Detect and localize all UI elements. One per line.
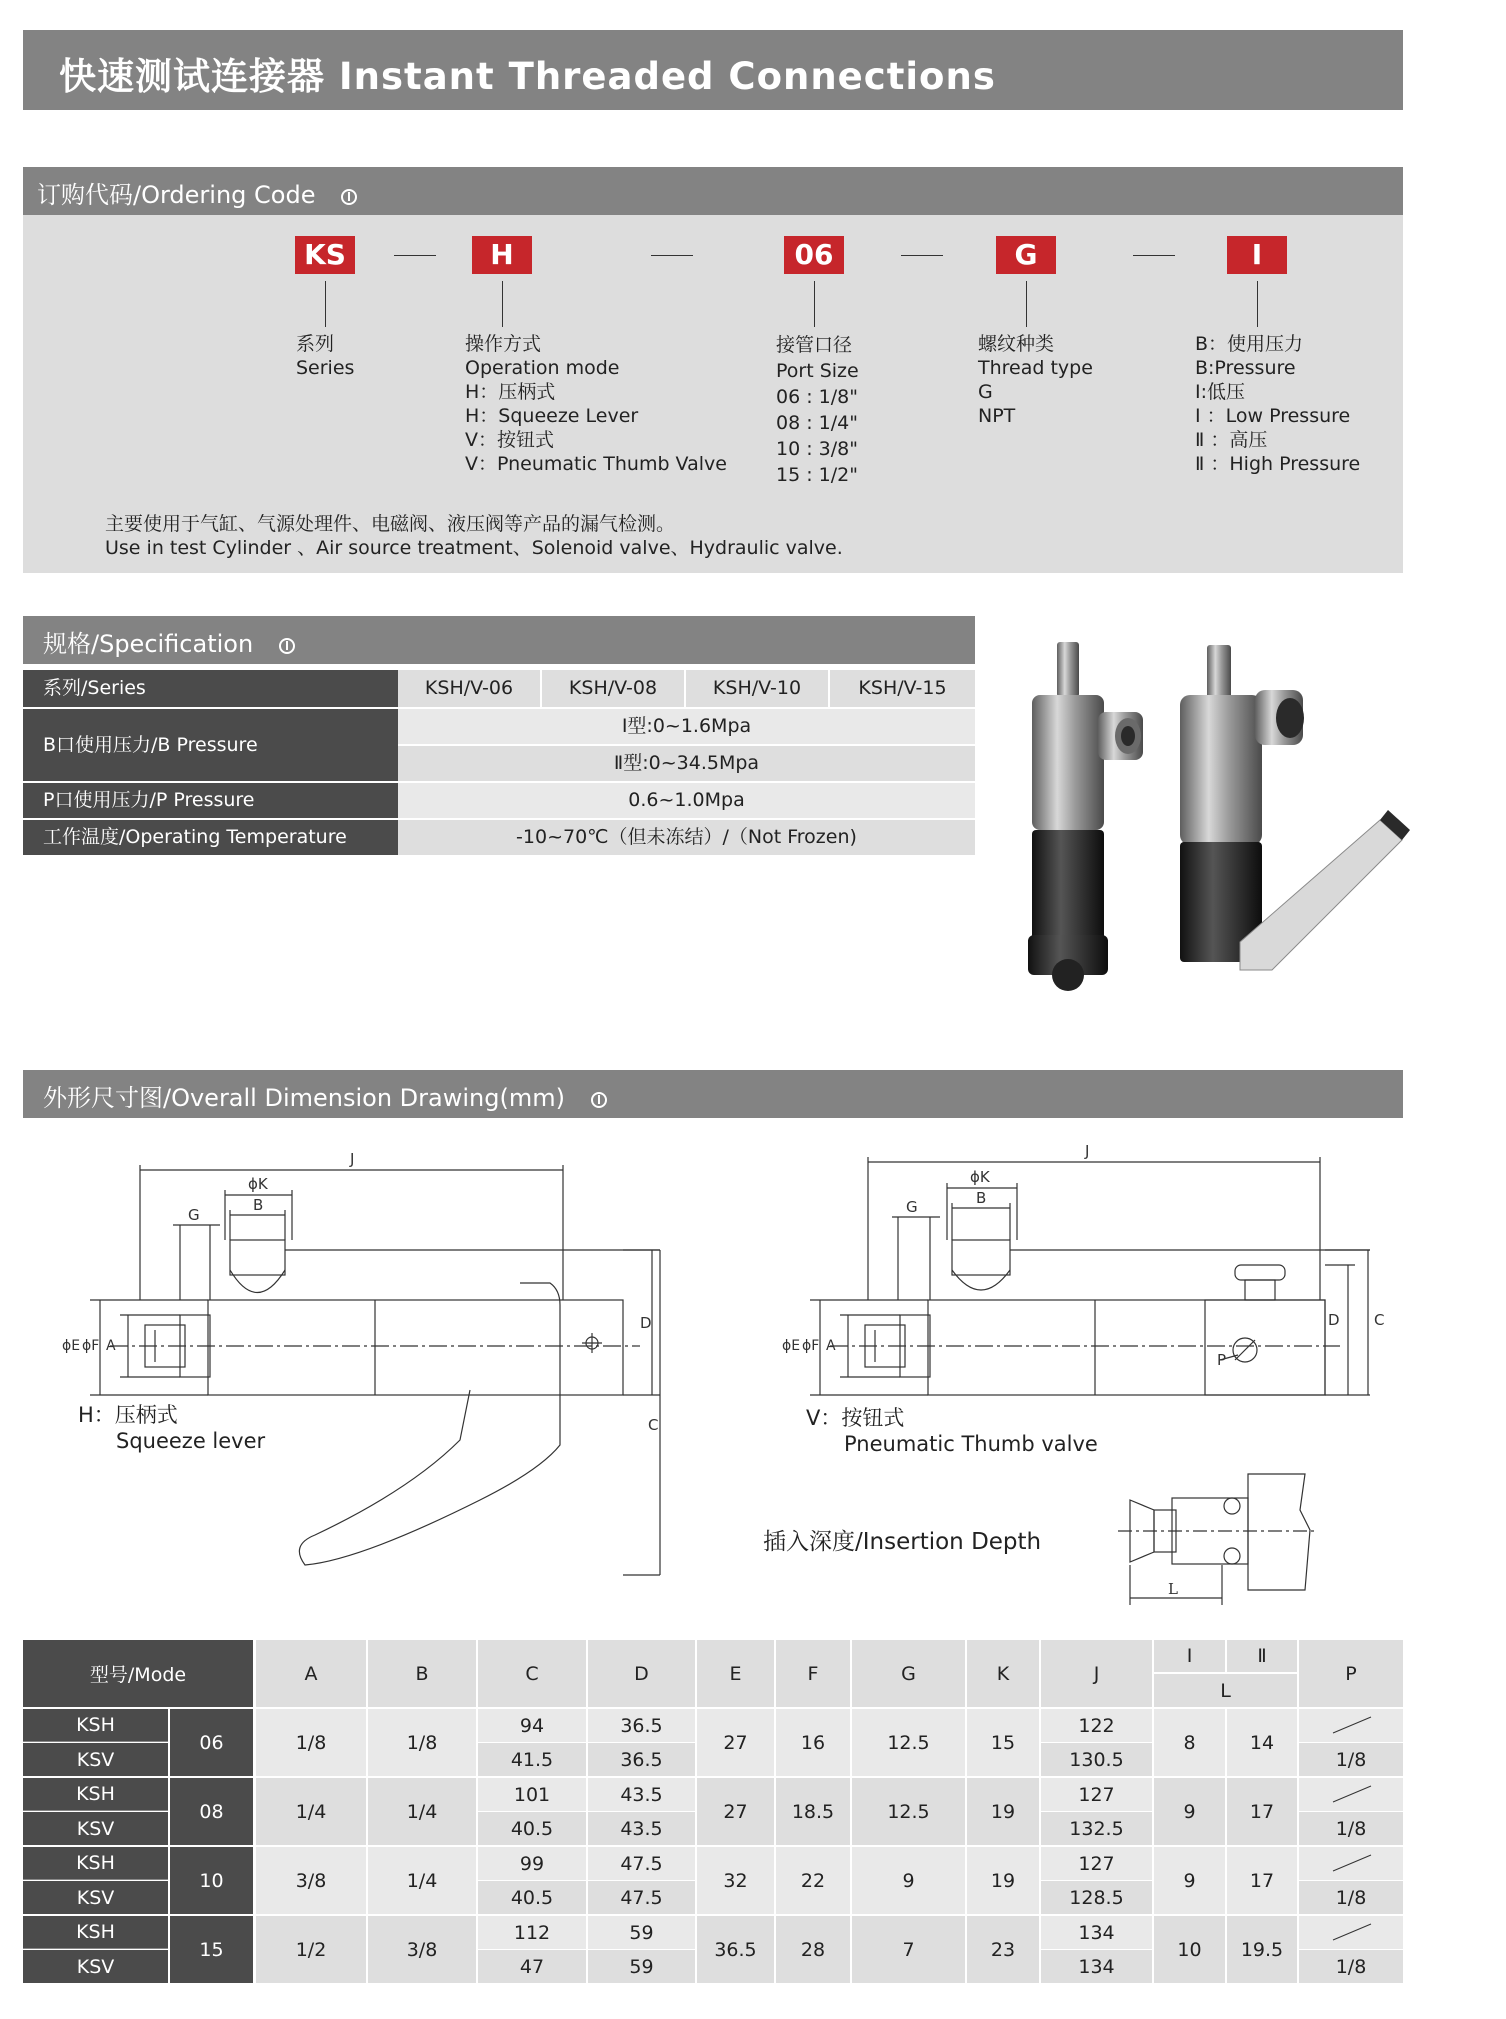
dim-label-c: C	[1374, 1311, 1385, 1329]
page-title: 快速测试连接器 Instant Threaded Connections	[59, 55, 996, 98]
table-cell: 122	[1041, 1709, 1152, 1742]
code-box-series: KS	[295, 236, 355, 274]
table-row-model: KSV	[23, 1950, 168, 1983]
table-cell: 127	[1041, 1847, 1152, 1880]
table-cell: 130.5	[1041, 1743, 1152, 1776]
ordering-code-header	[23, 167, 1403, 215]
table-cell: 27	[697, 1709, 774, 1776]
table-cell: 14	[1227, 1709, 1297, 1776]
squeeze-lever-label: H：压柄式 Squeeze lever	[78, 1403, 266, 1453]
code-box-port: 06	[784, 236, 844, 274]
table-header-p: P	[1299, 1640, 1403, 1707]
table-cell: 134	[1041, 1916, 1152, 1949]
table-cell: 8	[1154, 1709, 1225, 1776]
dim-label-k: ϕK	[970, 1168, 990, 1186]
table-cell-empty	[1299, 1847, 1403, 1880]
table-cell: 7	[852, 1916, 965, 1983]
table-header-f: F	[776, 1640, 850, 1707]
table-cell: 3/8	[256, 1847, 366, 1914]
info-icon	[591, 1092, 607, 1108]
ordering-note: 主要使用于气缸、气源处理件、电磁阀、液压阀等产品的漏气检测。 Use in test Cylinder 、Air source treatment、Solenoid valve、Hydraulic valve.	[105, 513, 843, 559]
table-row-model: KSH	[23, 1847, 168, 1880]
table-header-b: B	[368, 1640, 476, 1707]
dim-label-g: G	[906, 1198, 918, 1216]
table-cell: 99	[478, 1847, 586, 1880]
dim-label-d: D	[1328, 1311, 1340, 1329]
table-cell: 127	[1041, 1778, 1152, 1811]
ordering-series-text: 系列 Series	[296, 333, 355, 379]
table-row-model: KSV	[23, 1743, 168, 1776]
table-cell: 32	[697, 1847, 774, 1914]
table-cell: 47	[478, 1950, 586, 1983]
table-row-model: KSH	[23, 1709, 168, 1742]
code-connector	[1026, 281, 1027, 327]
table-cell: 112	[478, 1916, 586, 1949]
table-header-l: L	[1154, 1674, 1297, 1707]
dim-label-f: ϕF	[82, 1338, 100, 1354]
table-cell: 1/8	[1299, 1881, 1403, 1914]
table-header-k: K	[967, 1640, 1039, 1707]
code-box-pressure: I	[1227, 236, 1287, 274]
table-cell: 19	[967, 1778, 1039, 1845]
spec-p-pressure-label: P口使用压力/P Pressure	[23, 783, 398, 818]
table-cell: 19	[967, 1847, 1039, 1914]
dimension-table	[23, 1640, 1403, 1983]
table-cell: 3/8	[368, 1916, 476, 1983]
ordering-pressure-text: B：使用压力 B:Pressure Ⅰ:低压 Ⅰ ：Low Pressure Ⅱ ：高压 Ⅱ ：High Pressure	[1195, 333, 1361, 475]
table-cell: 22	[776, 1847, 850, 1914]
table-cell: 27	[697, 1778, 774, 1845]
table-cell: 1/4	[368, 1847, 476, 1914]
ordering-thread-text: 螺纹种类 Thread type G NPT	[978, 333, 1093, 427]
drawing-squeeze-lever	[60, 1140, 680, 1600]
table-cell: 36.5	[697, 1916, 774, 1983]
table-cell: 9	[852, 1847, 965, 1914]
table-cell: 1/8	[256, 1709, 366, 1776]
table-row-size: 10	[170, 1847, 253, 1914]
code-box-thread: G	[996, 236, 1056, 274]
table-cell-empty	[1299, 1709, 1403, 1742]
table-row-model: KSH	[23, 1916, 168, 1949]
spec-series-08: KSH/V-08	[542, 670, 686, 707]
thumb-valve-label: V：按钮式 Pneumatic Thumb valve	[806, 1406, 1098, 1456]
table-header-c: C	[478, 1640, 586, 1707]
table-cell: 10	[1154, 1916, 1225, 1983]
dim-label-f: ϕF	[802, 1338, 820, 1354]
table-cell: 41.5	[478, 1743, 586, 1776]
spec-temp-label: 工作温度/Operating Temperature	[23, 820, 398, 855]
dim-label-d: D	[640, 1314, 652, 1332]
spec-b-pressure-label: B口使用压力/B Pressure	[23, 709, 398, 781]
insertion-depth-drawing	[1110, 1470, 1320, 1610]
dim-label-a: A	[106, 1338, 116, 1354]
dim-label-g: G	[188, 1206, 200, 1224]
table-cell: 16	[776, 1709, 850, 1776]
dim-label-a: A	[826, 1338, 836, 1354]
ordering-code-title: 订购代码/Ordering Code	[37, 175, 357, 210]
table-cell: 19.5	[1227, 1916, 1297, 1983]
table-row-model: KSV	[23, 1812, 168, 1845]
table-cell: 132.5	[1041, 1812, 1152, 1845]
table-header-l1: Ⅰ	[1154, 1640, 1225, 1672]
table-header-e: E	[697, 1640, 774, 1707]
table-cell: 1/4	[256, 1778, 366, 1845]
ordering-mode-text: 操作方式 Operation mode H：压柄式 H：Squeeze Lever V：按钮式 V：Pneumatic Thumb Valve	[465, 333, 727, 475]
table-cell: 1/2	[256, 1916, 366, 1983]
spec-series-label: 系列/Series	[23, 670, 398, 707]
dim-label-b: B	[976, 1189, 987, 1207]
table-cell: 18.5	[776, 1778, 850, 1845]
code-separator	[901, 255, 943, 256]
table-cell: 47.5	[588, 1847, 695, 1880]
table-cell: 17	[1227, 1778, 1297, 1845]
table-cell: 1/8	[368, 1709, 476, 1776]
table-cell: 12.5	[852, 1778, 965, 1845]
dim-label-c: C	[648, 1416, 659, 1434]
table-cell: 40.5	[478, 1881, 586, 1914]
table-cell-empty	[1299, 1916, 1403, 1949]
table-header-g: G	[852, 1640, 965, 1707]
spec-p-value: 0.6~1.0Mpa	[398, 783, 975, 818]
table-cell: 94	[478, 1709, 586, 1742]
spec-b-type1: Ⅰ型:0~1.6Mpa	[398, 709, 975, 744]
table-cell: 23	[967, 1916, 1039, 1983]
dim-label-j: J	[350, 1150, 355, 1168]
specification-header	[23, 616, 975, 664]
table-cell: 9	[1154, 1847, 1225, 1914]
dim-label-b: B	[253, 1196, 264, 1214]
table-cell: 40.5	[478, 1812, 586, 1845]
table-row-model: KSH	[23, 1778, 168, 1811]
insertion-depth-label: 插入深度/Insertion Depth	[763, 1529, 1042, 1555]
table-cell: 134	[1041, 1950, 1152, 1983]
table-header-mode: 型号/Mode	[23, 1640, 253, 1707]
table-header-d: D	[588, 1640, 695, 1707]
drawing-thumb-valve	[780, 1140, 1400, 1430]
table-row-size: 06	[170, 1709, 253, 1776]
table-header-a: A	[256, 1640, 366, 1707]
table-cell: 1/8	[1299, 1950, 1403, 1983]
table-cell: 1/8	[1299, 1812, 1403, 1845]
table-row-size: 15	[170, 1916, 253, 1983]
table-cell: 59	[588, 1916, 695, 1949]
table-cell: 36.5	[588, 1709, 695, 1742]
spec-series-06: KSH/V-06	[398, 670, 542, 707]
info-icon	[341, 189, 357, 205]
table-header-l2: Ⅱ	[1227, 1640, 1297, 1672]
table-cell: 128.5	[1041, 1881, 1152, 1914]
table-cell: 1/8	[1299, 1743, 1403, 1776]
code-separator	[394, 255, 436, 256]
spec-b-type2: Ⅱ型:0~34.5Mpa	[398, 746, 975, 781]
drawing-title: 外形尺寸图/Overall Dimension Drawing(mm)	[43, 1078, 607, 1113]
table-cell: 12.5	[852, 1709, 965, 1776]
table-cell: 28	[776, 1916, 850, 1983]
dim-label-p: P	[1217, 1351, 1227, 1369]
table-cell-empty	[1299, 1778, 1403, 1811]
code-box-mode: H	[472, 236, 532, 274]
product-photo	[1000, 630, 1450, 1010]
code-separator	[1133, 255, 1175, 256]
code-connector	[814, 281, 815, 327]
table-cell: 36.5	[588, 1743, 695, 1776]
specification-title: 规格/Specification	[43, 624, 295, 659]
table-cell: 17	[1227, 1847, 1297, 1914]
table-cell: 47.5	[588, 1881, 695, 1914]
table-cell: 101	[478, 1778, 586, 1811]
table-cell: 1/4	[368, 1778, 476, 1845]
title-bar	[23, 30, 1403, 110]
table-row-size: 08	[170, 1778, 253, 1845]
dim-label-e: ϕE	[62, 1338, 81, 1354]
info-icon	[279, 638, 295, 654]
code-separator	[651, 255, 693, 256]
dim-label-j: J	[1085, 1142, 1090, 1160]
table-header-j: J	[1041, 1640, 1152, 1707]
code-connector	[325, 281, 326, 327]
table-cell: 15	[967, 1709, 1039, 1776]
drawing-header	[23, 1070, 1403, 1118]
dim-label-k: ϕK	[248, 1175, 268, 1193]
table-cell: 9	[1154, 1778, 1225, 1845]
code-connector	[502, 281, 503, 327]
spec-temp-value: -10~70℃（但未冻结）/（Not Frozen)	[398, 820, 975, 855]
spec-series-15: KSH/V-15	[830, 670, 975, 707]
table-cell: 43.5	[588, 1778, 695, 1811]
table-cell: 59	[588, 1950, 695, 1983]
table-cell: 43.5	[588, 1812, 695, 1845]
dim-label-l: L	[1168, 1580, 1178, 1598]
dim-label-e: ϕE	[782, 1338, 801, 1354]
spec-series-10: KSH/V-10	[686, 670, 830, 707]
ordering-port-text: 接管口径 Port Size 06 : 1/8" 08 : 1/4" 10 : 3/8" 15 : 1/2"	[776, 334, 859, 486]
code-connector	[1257, 281, 1258, 327]
table-row-model: KSV	[23, 1881, 168, 1914]
